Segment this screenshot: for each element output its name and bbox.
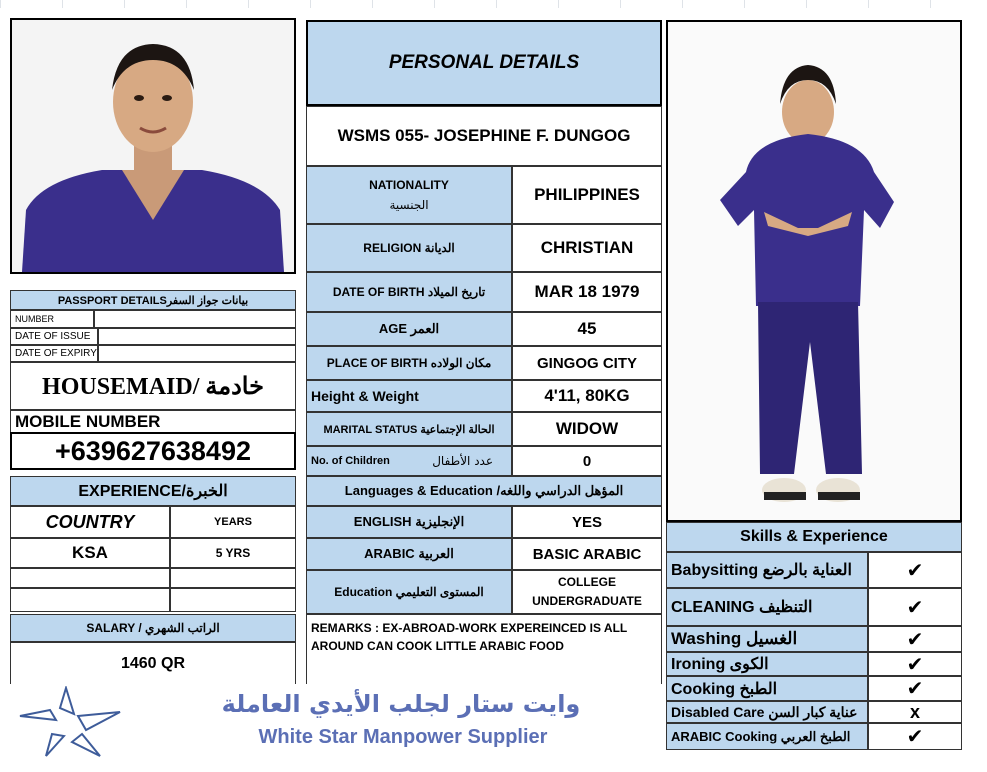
skill-label-babysitting: Babysitting العناية بالرضع — [666, 552, 868, 588]
mobile-label: MOBILE NUMBER — [10, 410, 296, 432]
passport-number-label: NUMBER — [10, 310, 94, 328]
skill-label-ironing: Ironing الكوى — [666, 652, 868, 676]
dob-value: MAR 18 1979 — [512, 272, 662, 312]
english-label: ENGLISH الإنجليزية — [306, 506, 512, 538]
pob-label: PLACE OF BIRTH مكان الولاده — [306, 346, 512, 380]
company-banner — [4, 684, 662, 760]
age-value: 45 — [512, 312, 662, 346]
skill-label-cooking: Cooking الطبخ — [666, 676, 868, 701]
issue-date-label: DATE OF ISSUE — [10, 328, 98, 345]
experience-row-years: 5 YRS — [170, 538, 296, 568]
height-weight-value: 4'11, 80KG — [512, 380, 662, 412]
arabic-label: ARABIC العربية — [306, 538, 512, 570]
height-weight-label: Height & Weight — [306, 380, 512, 412]
company-name-english: White Star Manpower Supplier — [258, 726, 548, 748]
english-value: YES — [512, 506, 662, 538]
full-body-photo — [668, 22, 960, 520]
skill-cross-disabled-care: x — [868, 701, 962, 723]
portrait-photo-frame — [10, 18, 296, 274]
mobile-number: +639627638492 — [10, 432, 296, 470]
spreadsheet-gridlines — [0, 0, 987, 8]
skill-check-cooking: ✔ — [868, 676, 962, 701]
company-name-arabic: وايت ستار لجلب الأيدي العاملة — [221, 690, 581, 718]
nationality-label-en: NATIONALITY — [369, 178, 449, 192]
dob-label: DATE OF BIRTH تاريخ الميلاد — [306, 272, 512, 312]
skill-check-arabic-cooking: ✔ — [868, 723, 962, 750]
position-title: HOUSEMAID/ خادمة — [10, 362, 296, 410]
portrait-photo — [12, 20, 294, 272]
skills-title: Skills & Experience — [666, 522, 962, 552]
skill-check-babysitting: ✔ — [868, 552, 962, 588]
marital-label: MARITAL STATUS الحالة الإجتماعية — [306, 412, 512, 446]
experience-col-country: COUNTRY — [10, 506, 170, 538]
children-label — [306, 446, 512, 476]
children-label-en: No. of Children — [311, 455, 390, 467]
passport-number-value — [94, 310, 296, 328]
candidate-name: WSMS 055- JOSEPHINE F. DUNGOG — [306, 106, 662, 166]
expiry-date-value — [98, 345, 296, 362]
experience-row-country: KSA — [10, 538, 170, 568]
skill-label-arabic-cooking: ARABIC Cooking الطبخ العربي — [666, 723, 868, 750]
pob-value: GINGOG CITY — [512, 346, 662, 380]
passport-details-title: PASSPORT DETAILSبيانات جواز السفر — [10, 290, 296, 310]
expiry-date-label: DATE OF EXPIRY — [10, 345, 98, 362]
experience-empty-cell — [10, 568, 170, 588]
experience-title: EXPERIENCE/الخبرة — [10, 476, 296, 506]
nationality-value: PHILIPPINES — [512, 166, 662, 224]
children-value: 0 — [512, 446, 662, 476]
skill-check-cleaning: ✔ — [868, 588, 962, 626]
skill-label-disabled-care: Disabled Care عناية كبار السن — [666, 701, 868, 723]
white-star-logo-icon — [16, 686, 126, 758]
experience-col-years: YEARS — [170, 506, 296, 538]
religion-label: RELIGION الديانة — [306, 224, 512, 272]
age-label: AGE العمر — [306, 312, 512, 346]
experience-empty-cell — [10, 588, 170, 612]
children-label-ar: عدد الأطفال — [432, 454, 493, 468]
experience-empty-cell — [170, 568, 296, 588]
salary-value: 1460 QR — [10, 642, 296, 686]
salary-label: SALARY / الراتب الشهري — [10, 614, 296, 642]
nationality-label — [306, 166, 512, 224]
marital-value: WIDOW — [512, 412, 662, 446]
personal-details-title: PERSONAL DETAILS — [306, 20, 662, 106]
issue-date-value — [98, 328, 296, 345]
nationality-label-ar: الجنسية — [389, 198, 429, 212]
remarks: REMARKS : EX-ABROAD-WORK EXPEREINCED IS ALL AROUND CAN COOK LITTLE ARABIC FOOD — [306, 614, 662, 686]
skill-check-ironing: ✔ — [868, 652, 962, 676]
skill-label-washing: Washing الغسيل — [666, 626, 868, 652]
religion-value: CHRISTIAN — [512, 224, 662, 272]
education-label: Education المستوى التعليمي — [306, 570, 512, 614]
skill-check-washing: ✔ — [868, 626, 962, 652]
arabic-value: BASIC ARABIC — [512, 538, 662, 570]
experience-empty-cell — [170, 588, 296, 612]
languages-education-title: Languages & Education /المؤهل الدراسي واللغه — [306, 476, 662, 506]
full-body-photo-frame — [666, 20, 962, 522]
education-value: COLLEGE UNDERGRADUATE — [512, 570, 662, 614]
skill-label-cleaning: CLEANING التنظيف — [666, 588, 868, 626]
